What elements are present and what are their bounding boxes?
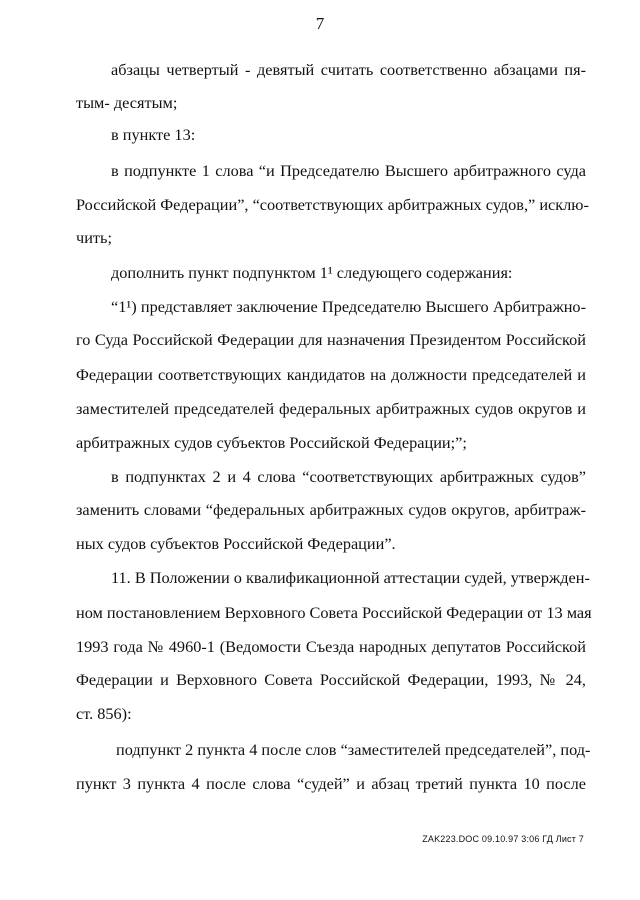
text-line-5: Российской Федерации”, “соответствующих арбитражных судов,” исклю- [76,195,589,214]
text-line-1: абзацы четвертый - девятый считать соответственно абзацами пя- [111,60,586,79]
text-line-11: заместителей председателей федеральных арбитражных судов округов и [76,399,586,418]
text-line-20: ст. 856): [76,704,132,723]
text-line-3: в пункте 13: [111,125,196,144]
text-line-14: заменить словами “федеральных арбитражных судов округов, арбитраж- [76,500,586,519]
text-line-12: арбитражных судов субъектов Российской Федерации;”; [76,433,467,452]
page-number: 7 [315,14,325,33]
text-line-6: чить; [76,228,112,247]
text-line-15: ных судов субъектов Российской Федерации”. [76,534,396,553]
text-line-9: го Суда Российской Федерации для назначения Президентом Российской [76,330,586,349]
text-line-2: тым- десятым; [76,93,178,112]
text-line-21: подпункт 2 пункта 4 после слов “заместителей председателей”, под- [116,740,591,759]
text-line-18: 1993 года № 4960-1 (Ведомости Съезда народных депутатов Российской [76,637,586,656]
text-line-17: ном постановлением Верховного Совета Российской Федерации от 13 мая [76,603,592,622]
text-line-7: дополнить пункт подпунктом 1¹ следующего содержания: [111,263,513,282]
text-line-4: в подпункте 1 слова “и Председателю Высшего арбитражного суда [111,161,586,180]
text-line-13: в подпунктах 2 и 4 слова “соответствующих арбитражных судов” [111,467,586,486]
text-line-22: пункт 3 пункта 4 после слова “судей” и абзац третий пункта 10 после [76,774,586,793]
text-line-8: “1¹) представляет заключение Председателю Высшего Арбитражно- [111,297,586,316]
text-line-10: Федерации соответствующих кандидатов на должности председателей и [76,365,586,384]
text-line-16: 11. В Положении о квалификационной аттестации судей, утвержден- [111,568,590,587]
document-footer: ZAK223.DOC 09.10.97 3:06 ГД Лист 7 [422,834,584,844]
text-line-19: Федерации и Верховного Совета Российской Федерации, 1993, № 24, [76,670,586,689]
